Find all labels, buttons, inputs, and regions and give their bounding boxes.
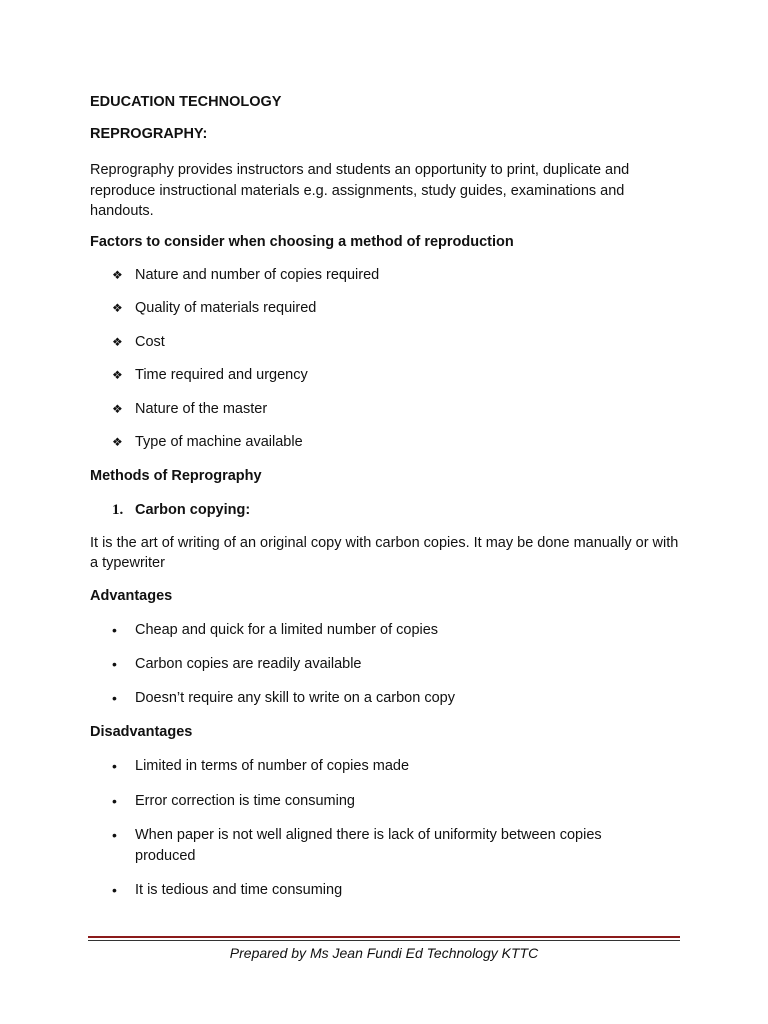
advantage-text: Doesn’t require any skill to write on a carbon copy — [135, 689, 455, 706]
disadvantage-text: Error correction is time consuming — [135, 792, 355, 809]
list-item — [90, 825, 680, 866]
method-1-number: 1. — [112, 501, 124, 518]
disadvantage-text: When paper is not well aligned there is lack of uniformity between copies produced — [135, 827, 602, 864]
method-1-description: It is the art of writing of an original copy with carbon copies. It may be done manually or with a typewriter — [90, 534, 679, 571]
footer-rule-thin — [88, 940, 680, 941]
advantages-list — [90, 620, 680, 709]
page-footer: Prepared by Ms Jean Fundi Ed Technology KTTC — [229, 945, 539, 961]
list-item — [90, 791, 680, 812]
diamond-bullet-icon: ❖ — [112, 368, 123, 382]
round-bullet-icon: • — [112, 689, 117, 706]
methods-heading: Methods of Reprography — [90, 467, 262, 484]
factor-text: Type of machine available — [135, 434, 303, 450]
disadvantages-heading: Disadvantages — [90, 724, 193, 740]
diamond-bullet-icon: ❖ — [112, 267, 123, 282]
factors-list — [90, 265, 680, 453]
list-item — [90, 298, 680, 319]
list-item — [90, 688, 680, 709]
list-item — [90, 365, 680, 386]
list-item — [90, 332, 680, 353]
list-item — [90, 399, 680, 420]
disadvantage-text: It is tedious and time consuming — [135, 882, 343, 898]
diamond-bullet-icon: ❖ — [112, 401, 123, 416]
advantage-text: Carbon copies are readily available — [135, 655, 362, 672]
diamond-bullet-icon: ❖ — [112, 301, 123, 315]
factor-text: Time required and urgency — [135, 367, 308, 383]
diamond-bullet-icon: ❖ — [112, 435, 123, 449]
section-heading-reprography: REPROGRAPHY: — [90, 126, 208, 142]
disadvantages-list — [90, 756, 680, 901]
round-bullet-icon: • — [112, 655, 117, 672]
factor-text: Quality of materials required — [135, 300, 317, 316]
method-1-title: Carbon copying: — [135, 501, 251, 518]
disadvantage-text: Limited in terms of number of copies made — [135, 758, 410, 774]
advantage-text: Cheap and quick for a limited number of copies — [135, 621, 439, 638]
round-bullet-icon: • — [112, 827, 117, 843]
factors-heading: Factors to consider when choosing a method of reproduction — [90, 233, 514, 250]
document-content — [90, 92, 680, 901]
advantages-heading: Advantages — [90, 587, 173, 604]
diamond-bullet-icon: ❖ — [112, 334, 123, 349]
list-item — [90, 432, 680, 453]
list-item — [90, 620, 680, 641]
intro-paragraph: Reprography provides instructors and students an opportunity to print, duplicate and reproduce instructional materials e.g. assignments, study guides, examinations and handouts. — [90, 162, 630, 219]
list-item — [90, 756, 680, 777]
list-item — [90, 880, 680, 901]
footer-rule — [88, 936, 680, 941]
method-1-heading — [90, 500, 680, 520]
document-title: EDUCATION TECHNOLOGY — [90, 94, 282, 110]
list-item — [90, 265, 680, 286]
round-bullet-icon: • — [112, 882, 117, 898]
list-item — [90, 654, 680, 675]
factor-text: Nature of the master — [135, 400, 268, 417]
round-bullet-icon: • — [112, 792, 117, 809]
round-bullet-icon: • — [112, 621, 117, 638]
round-bullet-icon: • — [112, 758, 117, 774]
factor-text: Cost — [135, 333, 165, 350]
factor-text: Nature and number of copies required — [135, 266, 380, 283]
